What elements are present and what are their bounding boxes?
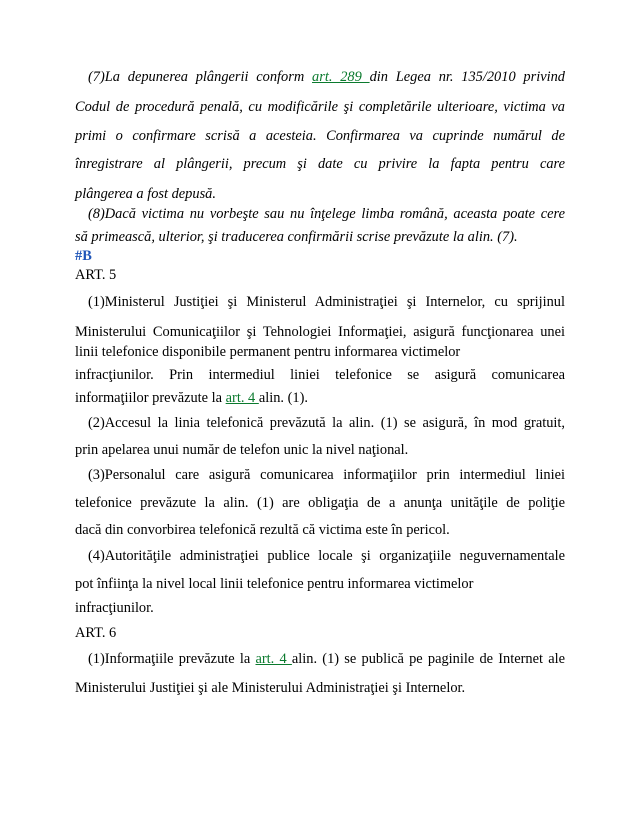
link-art-4[interactable]: art. 4 xyxy=(225,390,259,406)
art-6-para-1-text-a: (1)Informaţiile prevăzute la xyxy=(88,651,256,667)
art-6-para-1-line-1 xyxy=(75,650,565,668)
art-5-para-1-text-a: informaţiilor prevăzute la xyxy=(75,390,226,406)
art-5-para-1-line-5 xyxy=(75,389,308,407)
art-5-para-2-line-2: prin apelarea unui număr de telefon unic la nivel naţional. xyxy=(75,442,409,458)
para-8-line-2: să primească, ulterior, şi traducerea confirmării scrise prevăzute la alin. (7). xyxy=(75,229,518,245)
art-5-para-3-line-1: (3)Personalul care asigură comunicarea informaţiilor prin intermediul liniei xyxy=(88,467,565,483)
para-7-line-4: înregistrare al plângerii, precum şi date cu privire la fapta pentru care xyxy=(75,156,565,172)
art-5-para-1-text-b: alin. (1). xyxy=(258,390,308,406)
art-5-para-4-line-1: (4)Autorităţile administraţiei publice locale şi organizaţiile neguvernamentale xyxy=(88,548,565,564)
para-7-text-b: din Legea nr. 135/2010 privind xyxy=(369,69,565,85)
link-art-289[interactable]: art. 289 xyxy=(312,69,370,85)
para-7-line-5: plângerea a fost depusă. xyxy=(75,186,216,202)
art-5-para-3-line-2: telefonice prevăzute la alin. (1) are obligaţia de a anunţa unităţile de poliţie xyxy=(75,495,565,511)
section-marker: #B xyxy=(75,248,92,264)
art-6-heading: ART. 6 xyxy=(75,625,117,641)
art-5-para-1-line-2: Ministerului Comunicaţiilor şi Tehnologiei Informaţiei, asigură funcţionarea unei xyxy=(75,324,565,340)
para-7-line-3: primi o confirmare scrisă a acesteia. Confirmarea va cuprinde numărul de xyxy=(75,128,565,144)
art-5-heading: ART. 5 xyxy=(75,267,117,283)
art-5-para-2-line-1: (2)Accesul la linia telefonică prevăzută la alin. (1) se asigură, în mod gratuit, xyxy=(88,415,565,431)
art-5-para-4-line-2: pot înfiinţa la nivel local linii telefonice pentru informarea victimelor xyxy=(75,576,474,592)
art-5-para-1-line-4: infracţiunilor. Prin intermediul liniei telefonice se asigură comunicarea xyxy=(75,367,565,383)
art-5-para-1-line-1: (1)Ministerul Justiţiei şi Ministerul Administraţiei şi Internelor, cu sprijinul xyxy=(88,294,565,310)
link-art-4-second[interactable]: art. 4 xyxy=(255,651,292,667)
art-6-para-1-line-2: Ministerului Justiţiei şi ale Ministerului Administraţiei şi Internelor. xyxy=(75,680,466,696)
para-7-line-1 xyxy=(75,68,565,86)
para-7-line-2: Codul de procedură penală, cu modificările şi completările ulterioare, victima va xyxy=(75,99,565,115)
art-5-para-3-line-3: dacă din convorbirea telefonică rezultă că victima este în pericol. xyxy=(75,522,450,538)
art-5-para-1-line-3: linii telefonice disponibile permanent pentru informarea victimelor xyxy=(75,344,461,360)
para-7-text-a: (7)La depunerea plângerii conform xyxy=(88,69,313,85)
art-5-para-4-line-3: infracţiunilor. xyxy=(75,600,154,616)
para-8-line-1: (8)Dacă victima nu vorbeşte sau nu înţelege limba română, aceasta poate cere xyxy=(88,206,565,222)
art-6-para-1-text-b: alin. (1) se publică pe paginile de Internet ale xyxy=(291,651,565,667)
